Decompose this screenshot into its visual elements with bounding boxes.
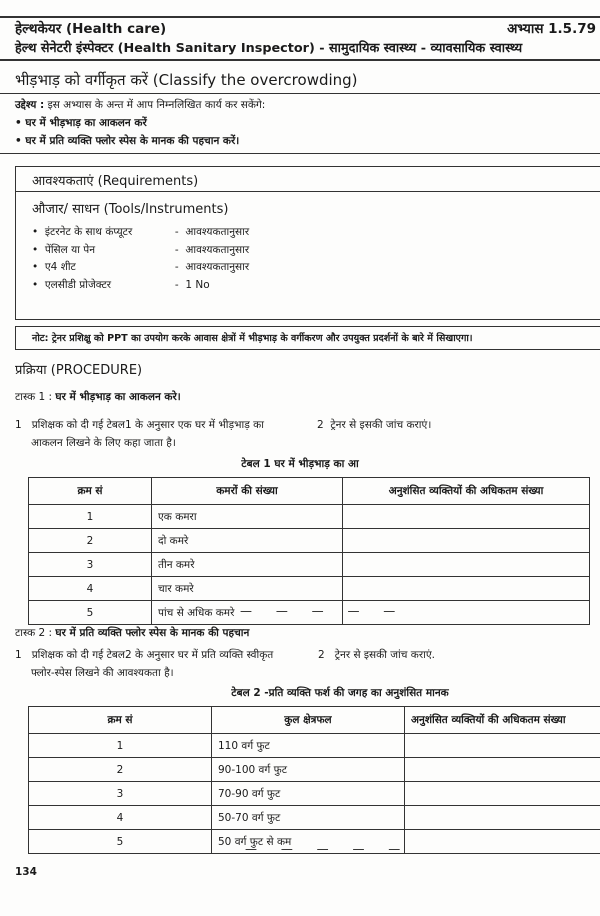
table-row: 4 चार कमरे: [29, 577, 590, 601]
note-box: [15, 326, 600, 350]
separator: — — — — —: [245, 842, 411, 856]
step: 1 प्रशिक्षक को दी गई टेबल1 के अनुसार एक घर में भीड़भाड़ का: [15, 419, 264, 431]
divider: [0, 93, 600, 94]
separator: — — — — —: [240, 604, 406, 618]
step-continued: फ्लोर-स्पेस लिखने की आवश्यकता है।: [31, 667, 174, 679]
step: 1 प्रशिक्षक को दी गई टेबल2 के अनुसार घर में प्रति व्यक्ति स्वीकृत: [15, 649, 274, 661]
table-2: [28, 706, 600, 854]
objective-text: इस अभ्यास के अन्त में आप निम्नलिखित कार्य कर सकेंगे:: [47, 99, 266, 111]
table-row: 5 पांच से अधिक कमरे: [29, 601, 590, 625]
exercise-number: अभ्यास 1.5.79: [507, 21, 596, 37]
objective-label: उद्देश्य :: [15, 99, 45, 111]
divider: [0, 153, 600, 154]
divider: [0, 59, 600, 61]
table-row: 4 50-70 वर्ग फुट: [29, 806, 600, 830]
answer-cell[interactable]: [405, 806, 600, 830]
answer-cell[interactable]: [405, 734, 600, 758]
column-header: क्रम सं: [29, 707, 212, 734]
objective-item: • घर में प्रति व्यक्ति फ्लोर स्पेस के मानक की पहचान करें।: [15, 135, 240, 147]
task-title: घर में भीड़भाड़ का आकलन करे।: [55, 391, 181, 403]
requirements-box: [15, 166, 600, 320]
answer-cell[interactable]: [405, 782, 600, 806]
task-label: टास्क 1 :: [15, 391, 53, 403]
note-text: नोट: ट्रेनर प्रशिक्षु को PPT का उपयोग करके आवास क्षेत्रों में भीड़भाड़ के वर्गीकरण और उपयुक्त प्रदर्शनों के बारे में सिखाएगा।: [32, 333, 473, 344]
table-row: 3 70-90 वर्ग फुट: [29, 782, 600, 806]
step: 2 ट्रेनर से इसकी जांच कराएं.: [318, 649, 436, 661]
answer-cell[interactable]: [343, 505, 590, 529]
procedure-heading: प्रक्रिया (PROCEDURE): [15, 363, 143, 378]
table-title: टेबल 2 -प्रति व्यक्ति फर्श की जगह का अनुशंसित मानक: [231, 687, 449, 699]
requirements-heading: आवश्यकताएं (Requirements): [32, 174, 199, 189]
objective-item: • घर में भीड़भाड़ का आकलन करें: [15, 117, 147, 129]
page-title: भीड़भाड़ को वर्गीकृत करें (Classify the overcrowding): [15, 71, 358, 89]
task-title: घर में प्रति व्यक्ति फ्लोर स्पेस के मानक की पहचान: [55, 627, 250, 639]
tool-item: • इंटरनेट के साथ कंप्यूटर - आवश्यकतानुसार: [32, 226, 250, 238]
table-row: 1 110 वर्ग फुट: [29, 734, 600, 758]
table-row: 5 50 वर्ग फुट से कम: [29, 830, 600, 854]
subject-header: हेल्थकेयर (Health care): [15, 21, 167, 37]
step-continued: आकलन लिखने के लिए कहा जाता है।: [31, 437, 176, 449]
answer-cell[interactable]: [343, 529, 590, 553]
column-header: अनुशंसित व्यक्तियों की अधिकतम संख्या: [405, 707, 600, 734]
column-header: क्रम सं: [29, 478, 152, 505]
column-header: कमरों की संख्या: [152, 478, 343, 505]
answer-cell[interactable]: [405, 758, 600, 782]
tool-item: • एलसीडी प्रोजेक्टर - 1 No: [32, 279, 210, 291]
table-row: 1 एक कमरा: [29, 505, 590, 529]
answer-cell[interactable]: [343, 553, 590, 577]
tools-heading: औजार/ साधन (Tools/Instruments): [32, 202, 229, 217]
column-header: कुल क्षेत्रफल: [212, 707, 405, 734]
course-header: हेल्थ सेनेटरी इंस्पेक्टर (Health Sanitary Inspector) - सामुदायिक स्वास्थ्य - व्यावसायिक स्वास्थ्य: [15, 41, 523, 56]
table-title: टेबल 1 घर में भीड़भाड़ का आ: [241, 458, 359, 470]
step: 2 ट्रेनर से इसकी जांच कराएं।: [317, 419, 432, 431]
answer-cell[interactable]: [405, 830, 600, 854]
table-1: [28, 477, 590, 625]
page-number: 134: [15, 866, 37, 878]
answer-cell[interactable]: [343, 577, 590, 601]
tool-item: • ए4 शीट - आवश्यकतानुसार: [32, 261, 250, 273]
table-row: 2 दो कमरे: [29, 529, 590, 553]
column-header: अनुशंसित व्यक्तियों की अधिकतम संख्या: [343, 478, 590, 505]
table-row: 2 90-100 वर्ग फुट: [29, 758, 600, 782]
divider: [0, 16, 600, 18]
tool-item: • पेंसिल या पेन - आवश्यकतानुसार: [32, 244, 250, 256]
table-row: 3 तीन कमरे: [29, 553, 590, 577]
task-label: टास्क 2 :: [15, 627, 53, 639]
